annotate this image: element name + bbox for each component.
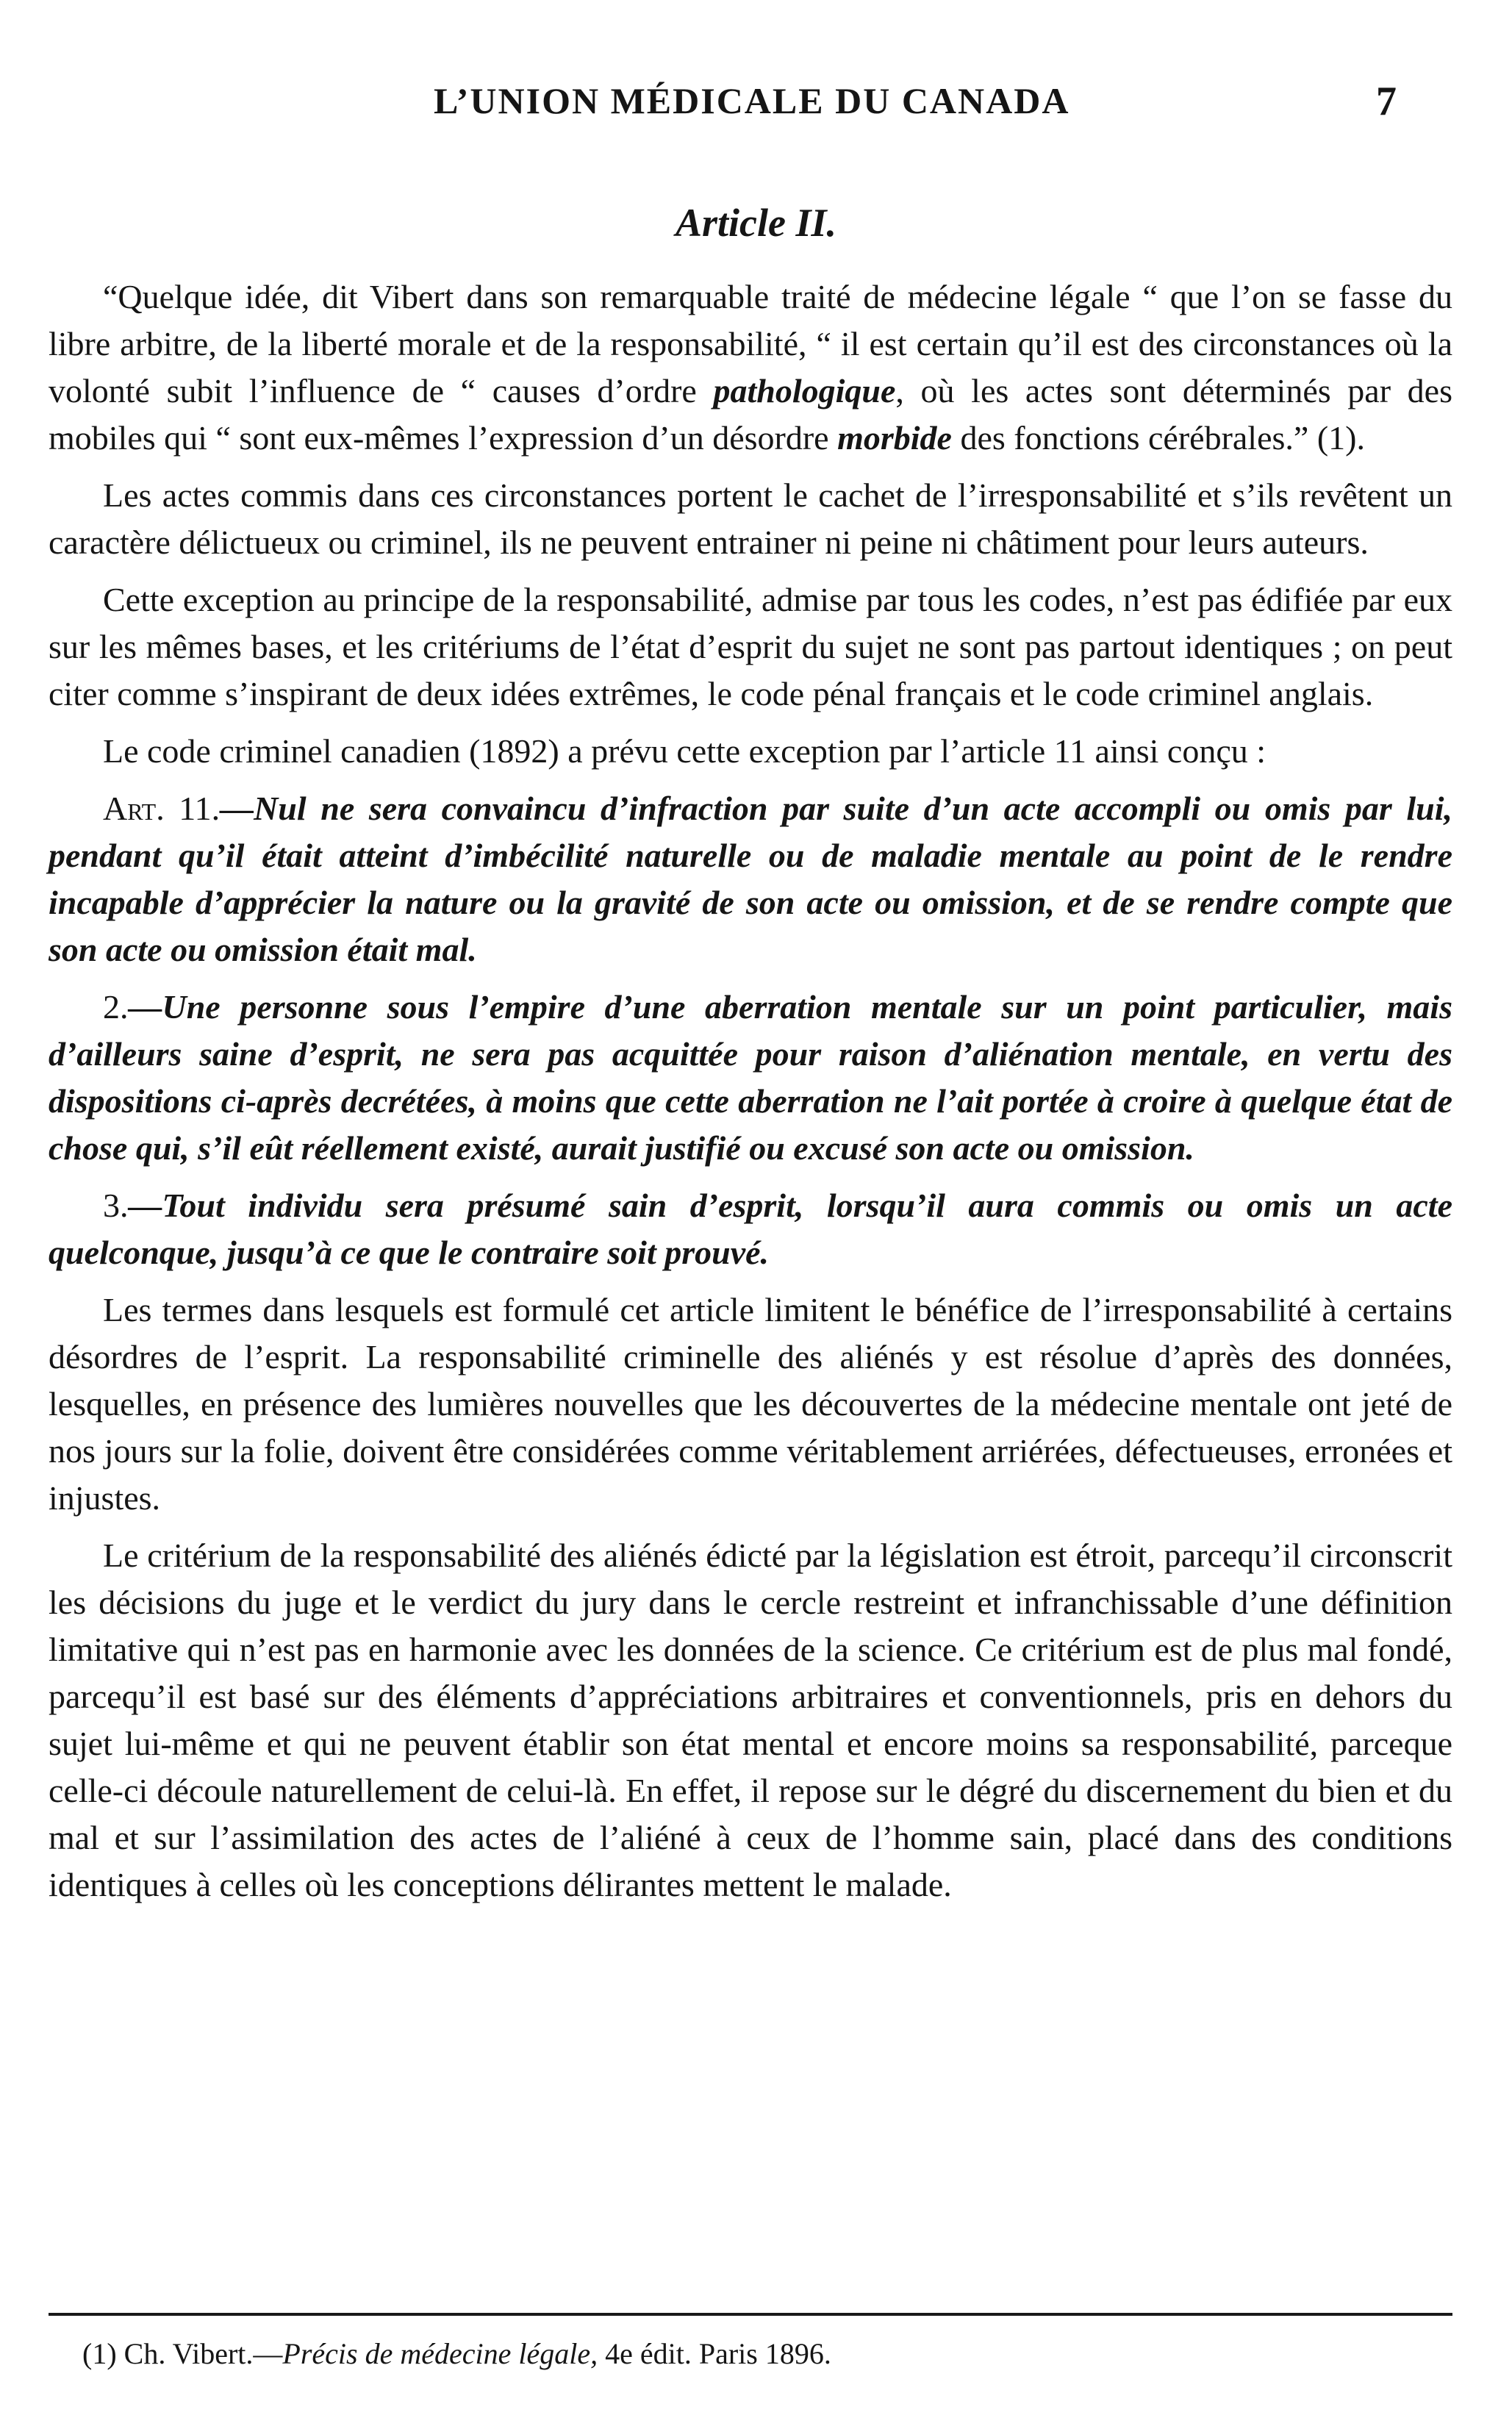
law-text: —Nul ne sera convaincu d’infraction par suite d’un acte accompli ou omis par lui, pendant qu’il était atteint d’imbécilité naturelle ou de maladie mentale au point de le rendre incapable d’apprécier la nature ou la gravité de son acte ou omission, et de se rendre compte que son acte ou omission était mal.: [49, 790, 1452, 968]
paragraph: Le critérium de la responsabilité des aliénés édicté par la législation est étroit, parcequ’il circonscrit les décisions du juge et le verdict du jury dans le cercle restreint et infranchissable d’une définition limitative qui n’est pas en harmonie avec les données de la science. Ce critérium est de plus mal fondé, parcequ’il est basé sur des éléments d’appréciations arbitraires et conventionnels, pris en dehors du sujet lui-même et qui ne peuvent établir son état mental et encore moins sa responsabilité, parceque celle-ci découle naturellement de celui-là. En effet, il repose sur le dégré du discernement du bien et du mal et sur l’assimilation des actes de l’aliéné à ceux de l’homme sain, placé dans des conditions identiques à celles où les conceptions délirantes mettent le malade.: [49, 1537, 1452, 1903]
quote-text-1: “Quelque idée, dit Vibert dans son remarquable traité de médecine légale “ que l’on se fasse du libre arbitre, de la liberté morale et de la responsabilité, “ il est certain qu’il est des circonstances où la volonté subit l’influence de “ causes d’ordre: [49, 278, 1452, 409]
paragraph: Les termes dans lesquels est formulé cet article limitent le bénéfice de l’irresponsabilité à certains désordres de l’esprit. La responsabilité criminelle des aliénés y est résolue d’après des données, lesquelles, en présence des lumières nouvelles que les découvertes de la médecine mentale ont jeté de nos jours sur la folie, doivent être considérées comme véritablement arriérées, défectueuses, erronées et injustes.: [49, 1291, 1452, 1517]
footnote-rule: [49, 2313, 1452, 2316]
law-lead: Art. 11.: [103, 790, 221, 827]
footnote: [82, 2336, 831, 2371]
quote-emphasis-2: morbide: [837, 419, 952, 457]
footnote-title: Précis de médecine légale,: [282, 2337, 598, 2370]
running-head: [0, 79, 1512, 131]
page-number: 7: [1376, 79, 1397, 124]
law-clause-3: [49, 1182, 1452, 1276]
footnote-marker: (1) Ch. Vibert.—: [82, 2337, 283, 2370]
article-body: [49, 273, 1452, 1919]
paragraph: Cette exception au principe de la responsabilité, admise par tous les codes, n’est pas édifiée par eux sur les mêmes bases, et les critériums de l’état d’esprit du sujet ne sont pas partout identiques ; on peut citer comme s’inspirant de deux idées extrêmes, le code pénal français et le code criminel anglais.: [49, 581, 1452, 712]
quote-text-3: des fonctions cérébrales.” (1).: [951, 419, 1365, 457]
journal-title: L’UNION MÉDICALE DU CANADA: [434, 80, 1070, 121]
paragraph: Le code criminel canadien (1892) a prévu cette exception par l’article 11 ainsi conçu :: [103, 732, 1266, 770]
paragraph: Les actes commis dans ces circonstances portent le cachet de l’irresponsabilité et s’ils revêtent un caractère délictueux ou criminel, ils ne peuvent entrainer ni peine ni châtiment pour leurs auteurs.: [49, 476, 1452, 561]
article-heading: Article II.: [675, 201, 836, 245]
quote-emphasis-1: pathologique: [713, 372, 896, 409]
law-lead: 3.: [103, 1187, 129, 1224]
law-article-11: [49, 785, 1452, 973]
law-clause-2: [49, 984, 1452, 1172]
vibert-quote: [49, 273, 1452, 462]
law-text: —Une personne sous l’empire d’une aberration mentale sur un point particulier, mais d’ailleurs saine d’esprit, ne sera pas acquittée pour raison d’aliénation mentale, en vertu des dispositions ci-après decrétées, à moins que cette aberration ne l’ait portée à croire à quelque état de chose qui, s’il eût réellement existé, aurait justifié ou excusé son acte ou omission.: [49, 988, 1452, 1167]
quote-text-2: , où les actes sont déterminés par des mobiles qui “ sont eux-mêmes l’expression d’un désordre: [49, 372, 1452, 457]
footnote-rest: 4e édit. Paris 1896.: [598, 2337, 831, 2370]
law-text: —Tout individu sera présumé sain d’esprit, lorsqu’il aura commis ou omis un acte quelconque, jusqu’à ce que le contraire soit prouvé.: [49, 1187, 1452, 1271]
law-lead: 2.: [103, 988, 129, 1026]
